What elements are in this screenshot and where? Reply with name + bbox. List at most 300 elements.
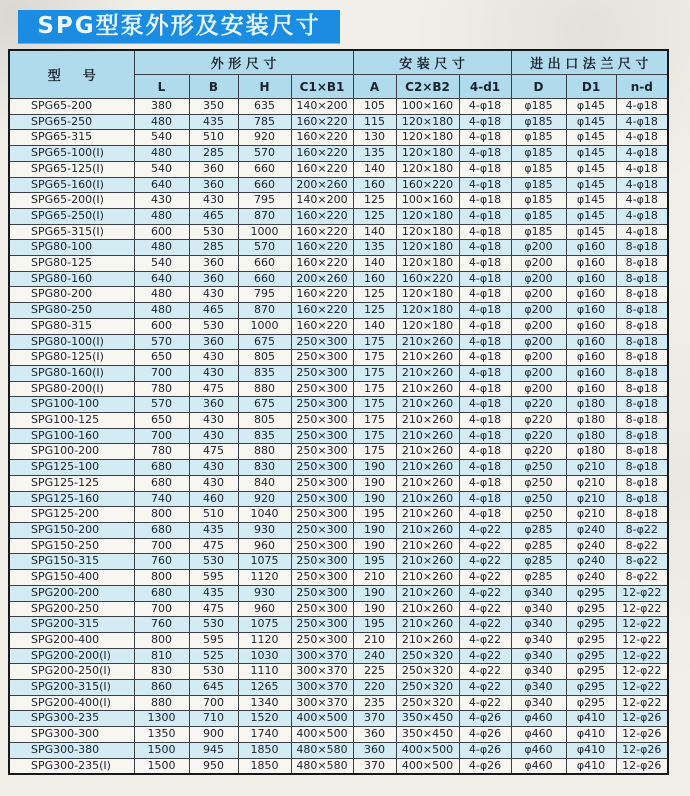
value-cell: 4-φ18	[459, 130, 511, 146]
table-row	[9, 287, 668, 303]
value-cell: φ220	[511, 413, 566, 429]
table-row	[9, 99, 668, 115]
model-cell: SPG65-100(I)	[9, 146, 134, 162]
model-cell: SPG80-250	[9, 303, 134, 319]
value-cell: 190	[353, 538, 396, 554]
value-cell: 360	[189, 177, 238, 193]
value-cell: 570	[134, 397, 189, 413]
value-cell: φ340	[511, 585, 566, 601]
value-cell: φ200	[511, 256, 566, 272]
value-cell: 480	[134, 208, 189, 224]
value-cell: φ460	[511, 742, 566, 758]
value-cell: 8-φ22	[616, 522, 668, 538]
value-cell: 810	[134, 648, 189, 664]
model-cell: SPG300-300	[9, 727, 134, 743]
value-cell: 430	[189, 365, 238, 381]
value-cell: 1000	[238, 318, 291, 334]
value-cell: 250×300	[291, 413, 353, 429]
value-cell: 600	[134, 224, 189, 240]
value-cell: 4-φ18	[459, 350, 511, 366]
value-cell: 250×320	[396, 680, 459, 696]
value-cell: 430	[189, 350, 238, 366]
value-cell: φ145	[566, 193, 616, 209]
value-cell: 795	[238, 193, 291, 209]
value-cell: 190	[353, 475, 396, 491]
value-cell: φ410	[566, 711, 616, 727]
value-cell: φ145	[566, 130, 616, 146]
value-cell: φ220	[511, 397, 566, 413]
value-cell: 4-φ22	[459, 632, 511, 648]
model-cell: SPG100-160	[9, 428, 134, 444]
value-cell: 140×200	[291, 193, 353, 209]
value-cell: 8-φ18	[616, 365, 668, 381]
value-cell: 285	[189, 146, 238, 162]
value-cell: 120×180	[396, 208, 459, 224]
column-header-9: n-d	[616, 75, 668, 99]
value-cell: 780	[134, 444, 189, 460]
value-cell: 400×500	[396, 742, 459, 758]
value-cell: 4-φ18	[459, 318, 511, 334]
value-cell: 480×580	[291, 758, 353, 774]
value-cell: 640	[134, 177, 189, 193]
value-cell: 480	[134, 303, 189, 319]
value-cell: 430	[189, 287, 238, 303]
value-cell: 4-φ18	[616, 161, 668, 177]
table-row	[9, 318, 668, 334]
value-cell: 540	[134, 161, 189, 177]
value-cell: 4-φ18	[459, 413, 511, 429]
value-cell: φ185	[511, 177, 566, 193]
value-cell: 660	[238, 161, 291, 177]
table-row	[9, 177, 668, 193]
value-cell: 4-φ22	[459, 522, 511, 538]
value-cell: 175	[353, 365, 396, 381]
value-cell: φ250	[511, 460, 566, 476]
value-cell: 400×500	[291, 727, 353, 743]
value-cell: 8-φ18	[616, 256, 668, 272]
table-row	[9, 428, 668, 444]
value-cell: 1740	[238, 727, 291, 743]
model-cell: SPG80-160(I)	[9, 365, 134, 381]
table-row	[9, 727, 668, 743]
model-cell: SPG200-250	[9, 601, 134, 617]
value-cell: 120×180	[396, 114, 459, 130]
value-cell: φ285	[511, 570, 566, 586]
table-row	[9, 271, 668, 287]
model-cell: SPG150-400	[9, 570, 134, 586]
value-cell: 250×300	[291, 491, 353, 507]
value-cell: φ295	[566, 617, 616, 633]
value-cell: φ160	[566, 334, 616, 350]
value-cell: 4-φ18	[459, 271, 511, 287]
value-cell: 4-φ22	[459, 570, 511, 586]
value-cell: φ180	[566, 413, 616, 429]
value-cell: 4-φ18	[616, 146, 668, 162]
value-cell: 210×260	[396, 365, 459, 381]
value-cell: φ340	[511, 695, 566, 711]
value-cell: 4-φ18	[616, 224, 668, 240]
value-cell: 640	[134, 271, 189, 287]
value-cell: 175	[353, 350, 396, 366]
model-cell: SPG80-200(I)	[9, 381, 134, 397]
model-cell: SPG150-315	[9, 554, 134, 570]
value-cell: 4-φ26	[459, 758, 511, 774]
value-cell: 210	[353, 570, 396, 586]
value-cell: 210×260	[396, 444, 459, 460]
value-cell: 4-φ22	[459, 680, 511, 696]
value-cell: 835	[238, 365, 291, 381]
model-cell: SPG80-125	[9, 256, 134, 272]
value-cell: 250×300	[291, 475, 353, 491]
value-cell: 4-φ18	[616, 114, 668, 130]
value-cell: 175	[353, 334, 396, 350]
value-cell: 1500	[134, 758, 189, 774]
value-cell: 8-φ18	[616, 334, 668, 350]
value-cell: 210×260	[396, 413, 459, 429]
table-row	[9, 460, 668, 476]
value-cell: 12-φ22	[616, 695, 668, 711]
value-cell: φ340	[511, 601, 566, 617]
value-cell: 1075	[238, 617, 291, 633]
value-cell: 785	[238, 114, 291, 130]
value-cell: 830	[238, 460, 291, 476]
value-cell: 805	[238, 350, 291, 366]
value-cell: 300×370	[291, 664, 353, 680]
table-row	[9, 617, 668, 633]
value-cell: 140	[353, 161, 396, 177]
value-cell: 12-φ26	[616, 727, 668, 743]
value-cell: 880	[134, 695, 189, 711]
value-cell: 510	[189, 507, 238, 523]
value-cell: φ210	[566, 507, 616, 523]
value-cell: 125	[353, 287, 396, 303]
value-cell: 1075	[238, 554, 291, 570]
model-cell: SPG65-160(I)	[9, 177, 134, 193]
value-cell: 4-φ18	[459, 507, 511, 523]
model-cell: SPG200-315	[9, 617, 134, 633]
value-cell: φ180	[566, 397, 616, 413]
value-cell: 225	[353, 664, 396, 680]
value-cell: 1500	[134, 742, 189, 758]
value-cell: φ340	[511, 664, 566, 680]
value-cell: 12-φ22	[616, 664, 668, 680]
model-cell: SPG65-315	[9, 130, 134, 146]
value-cell: 4-φ26	[459, 742, 511, 758]
value-cell: 100×160	[396, 99, 459, 115]
value-cell: 8-φ18	[616, 303, 668, 319]
value-cell: 200×260	[291, 271, 353, 287]
value-cell: 4-φ18	[459, 460, 511, 476]
value-cell: 210×260	[396, 570, 459, 586]
value-cell: 175	[353, 428, 396, 444]
column-header-0: L	[134, 75, 189, 99]
value-cell: 510	[189, 130, 238, 146]
value-cell: 600	[134, 318, 189, 334]
value-cell: φ340	[511, 648, 566, 664]
value-cell: 120×180	[396, 224, 459, 240]
table-row	[9, 413, 668, 429]
value-cell: 120×180	[396, 240, 459, 256]
value-cell: 1340	[238, 695, 291, 711]
value-cell: 285	[189, 240, 238, 256]
value-cell: 530	[189, 318, 238, 334]
value-cell: 920	[238, 130, 291, 146]
model-cell: SPG65-125(I)	[9, 161, 134, 177]
value-cell: φ240	[566, 554, 616, 570]
value-cell: 210×260	[396, 381, 459, 397]
value-cell: 4-φ18	[459, 303, 511, 319]
value-cell: 4-φ22	[459, 554, 511, 570]
value-cell: φ200	[511, 350, 566, 366]
value-cell: 200×260	[291, 177, 353, 193]
value-cell: 250×300	[291, 460, 353, 476]
value-cell: 650	[134, 413, 189, 429]
value-cell: 8-φ22	[616, 570, 668, 586]
value-cell: 430	[189, 413, 238, 429]
model-cell: SPG80-100(I)	[9, 334, 134, 350]
value-cell: 175	[353, 444, 396, 460]
value-cell: φ250	[511, 491, 566, 507]
model-cell: SPG125-160	[9, 491, 134, 507]
value-cell: 115	[353, 114, 396, 130]
value-cell: 135	[353, 240, 396, 256]
model-cell: SPG80-125(I)	[9, 350, 134, 366]
value-cell: φ210	[566, 460, 616, 476]
value-cell: φ295	[566, 632, 616, 648]
value-cell: 4-φ22	[459, 585, 511, 601]
value-cell: 530	[189, 617, 238, 633]
value-cell: φ145	[566, 208, 616, 224]
value-cell: 140	[353, 224, 396, 240]
value-cell: 1265	[238, 680, 291, 696]
table-row	[9, 365, 668, 381]
value-cell: 660	[238, 256, 291, 272]
value-cell: 650	[134, 350, 189, 366]
model-cell: SPG300-235(I)	[9, 758, 134, 774]
table-row	[9, 256, 668, 272]
value-cell: 120×180	[396, 303, 459, 319]
value-cell: 120×180	[396, 146, 459, 162]
value-cell: φ160	[566, 303, 616, 319]
value-cell: φ285	[511, 554, 566, 570]
value-cell: 8-φ18	[616, 350, 668, 366]
value-cell: 175	[353, 397, 396, 413]
table-row	[9, 664, 668, 680]
value-cell: 1040	[238, 507, 291, 523]
value-cell: φ200	[511, 271, 566, 287]
value-cell: 120×180	[396, 318, 459, 334]
value-cell: 210×260	[396, 538, 459, 554]
value-cell: 400×500	[291, 711, 353, 727]
value-cell: 4-φ18	[459, 99, 511, 115]
model-cell: SPG65-200	[9, 99, 134, 115]
value-cell: 960	[238, 601, 291, 617]
value-cell: φ410	[566, 742, 616, 758]
value-cell: 160×220	[291, 161, 353, 177]
value-cell: 130	[353, 130, 396, 146]
table-row	[9, 742, 668, 758]
value-cell: 1850	[238, 758, 291, 774]
table-row	[9, 538, 668, 554]
table-row	[9, 475, 668, 491]
value-cell: 360	[353, 727, 396, 743]
value-cell: φ180	[566, 428, 616, 444]
value-cell: 350	[189, 99, 238, 115]
value-cell: 360	[353, 742, 396, 758]
value-cell: 4-φ18	[459, 224, 511, 240]
value-cell: 700	[189, 695, 238, 711]
value-cell: 360	[189, 397, 238, 413]
value-cell: 250×320	[396, 648, 459, 664]
value-cell: 125	[353, 208, 396, 224]
value-cell: 570	[134, 334, 189, 350]
model-cell: SPG300-380	[9, 742, 134, 758]
value-cell: 8-φ18	[616, 444, 668, 460]
value-cell: 360	[189, 256, 238, 272]
value-cell: 1520	[238, 711, 291, 727]
value-cell: φ145	[566, 99, 616, 115]
value-cell: 4-φ18	[459, 256, 511, 272]
value-cell: 430	[134, 193, 189, 209]
value-cell: 480	[134, 146, 189, 162]
value-cell: φ185	[511, 224, 566, 240]
value-cell: 210×260	[396, 397, 459, 413]
value-cell: φ185	[511, 130, 566, 146]
value-cell: 160×220	[396, 271, 459, 287]
value-cell: φ160	[566, 240, 616, 256]
value-cell: 300×370	[291, 648, 353, 664]
value-cell: 570	[238, 146, 291, 162]
value-cell: 660	[238, 271, 291, 287]
value-cell: 195	[353, 617, 396, 633]
value-cell: 135	[353, 146, 396, 162]
value-cell: φ295	[566, 680, 616, 696]
table-row	[9, 570, 668, 586]
value-cell: 12-φ22	[616, 648, 668, 664]
value-cell: φ185	[511, 146, 566, 162]
value-cell: 140	[353, 256, 396, 272]
value-cell: 8-φ18	[616, 507, 668, 523]
value-cell: 465	[189, 303, 238, 319]
value-cell: 530	[189, 554, 238, 570]
value-cell: 160×220	[291, 146, 353, 162]
value-cell: φ160	[566, 350, 616, 366]
value-cell: 540	[134, 130, 189, 146]
column-group-header-1: 安装尺寸	[353, 50, 511, 75]
value-cell: 435	[189, 114, 238, 130]
value-cell: φ160	[566, 287, 616, 303]
value-cell: 210×260	[396, 491, 459, 507]
value-cell: φ340	[511, 632, 566, 648]
value-cell: 8-φ18	[616, 491, 668, 507]
value-cell: 795	[238, 287, 291, 303]
value-cell: φ285	[511, 538, 566, 554]
value-cell: φ145	[566, 161, 616, 177]
value-cell: 740	[134, 491, 189, 507]
value-cell: 595	[189, 570, 238, 586]
value-cell: 12-φ22	[616, 601, 668, 617]
value-cell: 480	[134, 287, 189, 303]
column-header-model: 型号	[9, 50, 134, 99]
value-cell: φ250	[511, 507, 566, 523]
value-cell: 12-φ22	[616, 585, 668, 601]
value-cell: 4-φ18	[459, 475, 511, 491]
value-cell: 4-φ22	[459, 695, 511, 711]
value-cell: 680	[134, 475, 189, 491]
table-row	[9, 397, 668, 413]
table-row	[9, 507, 668, 523]
value-cell: 805	[238, 413, 291, 429]
value-cell: 475	[189, 381, 238, 397]
model-cell: SPG80-200	[9, 287, 134, 303]
value-cell: φ240	[566, 570, 616, 586]
value-cell: 210×260	[396, 507, 459, 523]
value-cell: φ200	[511, 334, 566, 350]
value-cell: 675	[238, 397, 291, 413]
value-cell: 175	[353, 413, 396, 429]
value-cell: 160	[353, 177, 396, 193]
value-cell: 190	[353, 585, 396, 601]
value-cell: 250×300	[291, 334, 353, 350]
table-row	[9, 381, 668, 397]
model-cell: SPG200-200	[9, 585, 134, 601]
value-cell: 210×260	[396, 554, 459, 570]
value-cell: 250×300	[291, 617, 353, 633]
value-cell: 675	[238, 334, 291, 350]
value-cell: 4-φ18	[616, 177, 668, 193]
value-cell: φ285	[511, 522, 566, 538]
value-cell: 8-φ18	[616, 240, 668, 256]
table-header	[9, 50, 668, 99]
value-cell: 250×300	[291, 601, 353, 617]
value-cell: 175	[353, 381, 396, 397]
value-cell: 880	[238, 381, 291, 397]
value-cell: 190	[353, 491, 396, 507]
value-cell: 4-φ18	[616, 99, 668, 115]
table-row	[9, 601, 668, 617]
value-cell: φ295	[566, 648, 616, 664]
value-cell: 4-φ18	[459, 491, 511, 507]
value-cell: 4-φ22	[459, 648, 511, 664]
column-group-header-0: 外形尺寸	[134, 50, 353, 75]
value-cell: 8-φ18	[616, 287, 668, 303]
value-cell: φ200	[511, 287, 566, 303]
value-cell: 760	[134, 617, 189, 633]
value-cell: 760	[134, 554, 189, 570]
value-cell: 250×300	[291, 570, 353, 586]
value-cell: φ460	[511, 711, 566, 727]
value-cell: 430	[189, 460, 238, 476]
value-cell: 530	[189, 224, 238, 240]
value-cell: φ200	[511, 240, 566, 256]
table-row	[9, 444, 668, 460]
value-cell: φ220	[511, 444, 566, 460]
column-header-5: C2×B2	[396, 75, 459, 99]
value-cell: 930	[238, 522, 291, 538]
model-cell: SPG125-125	[9, 475, 134, 491]
value-cell: 250×300	[291, 554, 353, 570]
value-cell: 1110	[238, 664, 291, 680]
value-cell: 4-φ18	[459, 177, 511, 193]
value-cell: 960	[238, 538, 291, 554]
value-cell: 830	[134, 664, 189, 680]
value-cell: φ145	[566, 146, 616, 162]
value-cell: 435	[189, 522, 238, 538]
value-cell: 350×450	[396, 711, 459, 727]
value-cell: φ295	[566, 601, 616, 617]
value-cell: 430	[189, 428, 238, 444]
value-cell: 210×260	[396, 475, 459, 491]
